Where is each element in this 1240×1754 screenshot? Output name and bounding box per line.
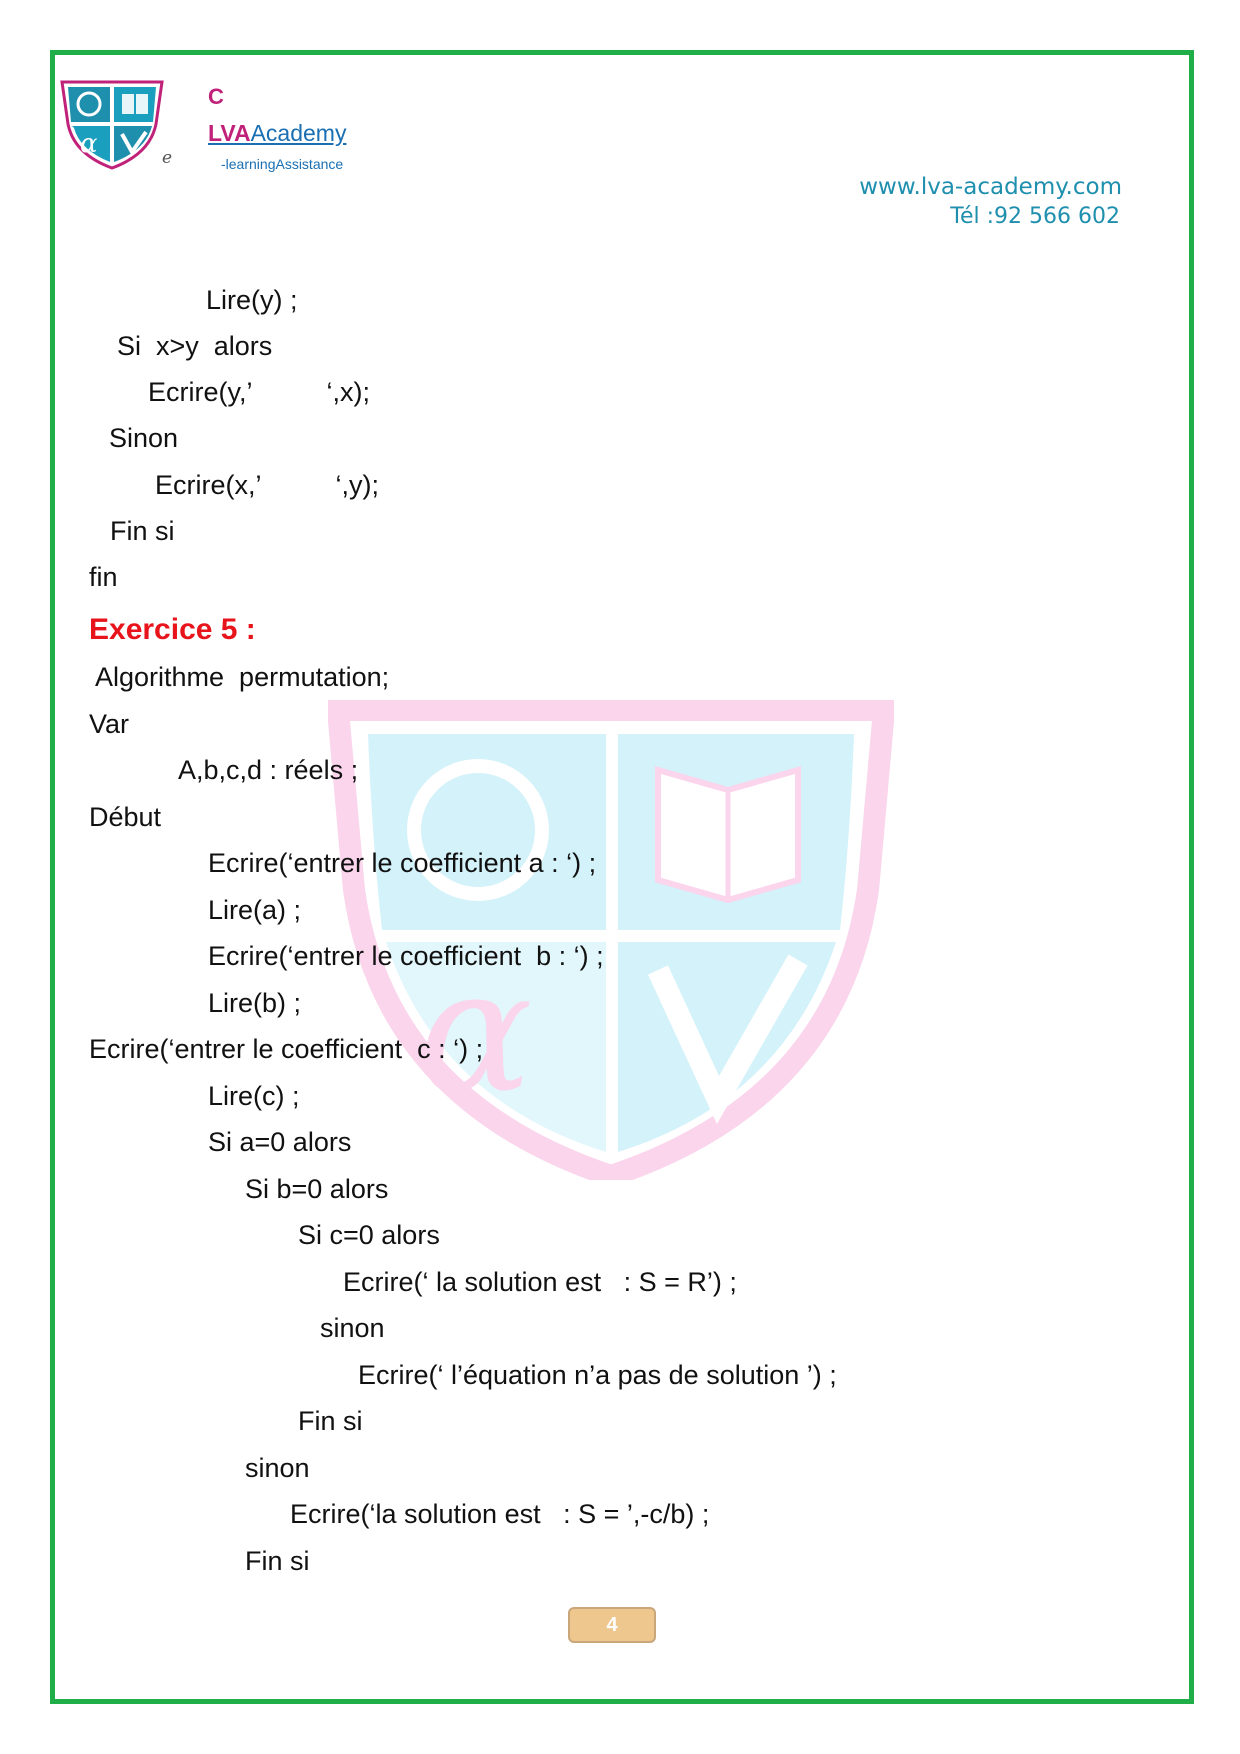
code-line: Lire(b) ; <box>208 988 302 1018</box>
brand-name[interactable] <box>208 120 346 147</box>
svg-text:α: α <box>80 129 98 159</box>
code-line: Fin si <box>245 1546 310 1576</box>
code-line: Début <box>89 802 162 832</box>
code-line: sinon <box>245 1453 310 1483</box>
lva-academy-logo <box>58 78 166 170</box>
code-line: Ecrire(‘entrer le coefficient b : ‘) ; <box>208 941 604 971</box>
svg-text:α: α <box>418 933 533 1131</box>
brand-tagline: -learningAssistance <box>221 156 344 172</box>
brand-e-letter: e <box>162 148 173 168</box>
code-line: Lire(y) ; <box>206 285 298 315</box>
code-line: Lire(c) ; <box>208 1081 300 1111</box>
code-line: Si a=0 alors <box>208 1127 352 1157</box>
code-line: Ecrire(y,’ ‘,x); <box>148 377 370 407</box>
code-line: Ecrire(‘ l’équation n’a pas de solution ’) ; <box>358 1360 837 1390</box>
phone-number: Tél :92 566 602 <box>950 204 1120 229</box>
brand-academy: Academy <box>250 120 347 146</box>
code-line: fin <box>89 562 118 592</box>
code-line: Fin si <box>298 1406 363 1436</box>
code-line: sinon <box>320 1313 385 1343</box>
code-line: Lire(a) ; <box>208 895 302 925</box>
brand-lva: LVA <box>208 120 251 146</box>
code-line: Algorithme permutation; <box>95 662 390 692</box>
website-link[interactable]: www.lva-academy.com <box>859 174 1122 200</box>
code-line: Ecrire(‘ la solution est : S = R’) ; <box>343 1267 737 1297</box>
code-line: A,b,c,d : réels ; <box>178 755 359 785</box>
code-line: Ecrire(‘entrer le coefficient a : ‘) ; <box>208 848 597 878</box>
code-line: Ecrire(x,’ ‘,y); <box>155 470 380 500</box>
code-line: Ecrire(‘la solution est : S = ’,-c/b) ; <box>290 1499 710 1529</box>
code-line: Var <box>89 709 130 739</box>
code-line: Ecrire(‘entrer le coefficient c : ‘) ; <box>89 1034 484 1064</box>
code-line: Sinon <box>109 423 179 453</box>
code-line: Fin si <box>110 516 175 546</box>
exercise-heading: Exercice 5 : <box>89 613 256 646</box>
code-line: Si b=0 alors <box>245 1174 389 1204</box>
page-number: 4 <box>568 1607 656 1643</box>
code-line: Si c=0 alors <box>298 1220 440 1250</box>
code-line: Si x>y alors <box>117 331 273 361</box>
brand-letter: C <box>208 84 224 109</box>
